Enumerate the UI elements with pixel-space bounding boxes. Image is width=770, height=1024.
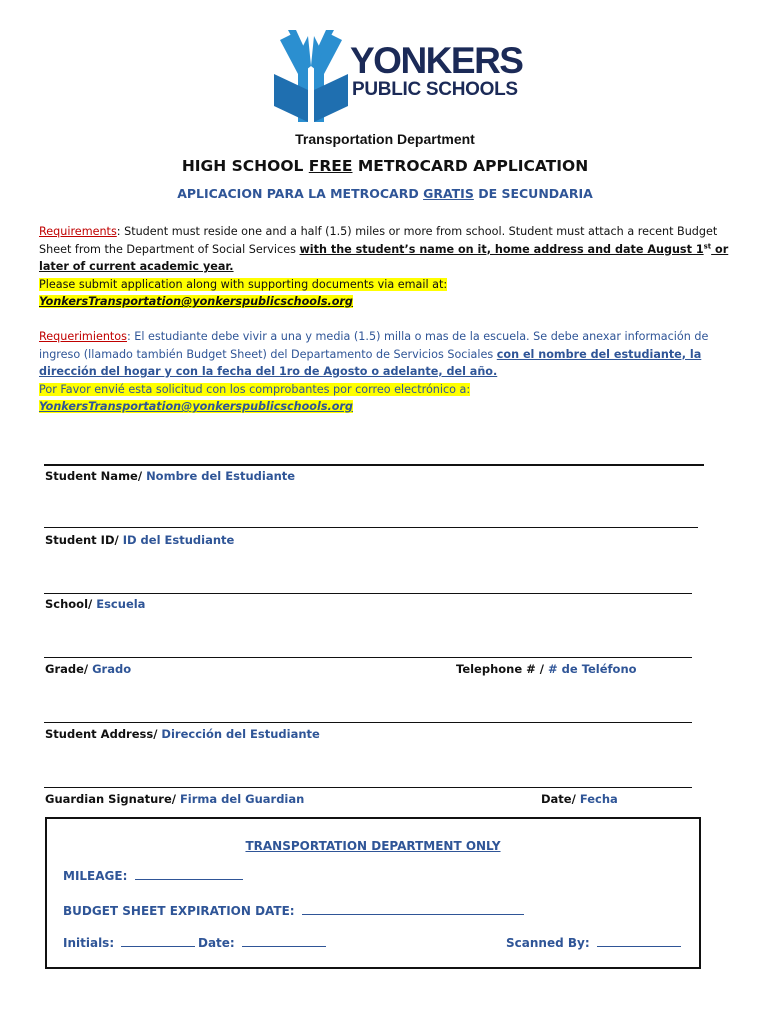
budget-expiration-field[interactable]: BUDGET SHEET EXPIRATION DATE: [63, 902, 524, 918]
requirements-english: Requirements: Student must reside one and a half (1.5) miles or more from school. Student must attach a recent Budget Sheet from the Department of Social Services with the student’s name on it, home address and date August 1st or later of current academic year. Please submit application along with supporting documents via email at: YonkersTransportation@yonkerspublicschools.org [39, 225, 729, 308]
requirements-label: Requirements [39, 225, 117, 238]
scanned-by-field[interactable]: Scanned By: [506, 934, 681, 950]
office-box-title: TRANSPORTATION DEPARTMENT ONLY [245, 839, 501, 853]
grade-label: Grade/ Grado [45, 662, 132, 676]
date-label: Date/ Fecha [541, 792, 618, 806]
guardian-signature-line[interactable] [44, 787, 692, 788]
submit-instructions-en: Please submit application along with supporting documents via email at: [39, 277, 448, 291]
email-link-en[interactable]: YonkersTransportation@yonkerspublicschools.org [39, 295, 353, 308]
mileage-field[interactable]: MILEAGE: [63, 867, 243, 883]
telephone-label: Telephone # / # de Teléfono [456, 662, 637, 676]
student-address-label: Student Address/ Dirección del Estudiante [45, 727, 320, 741]
requerimientos-label: Requerimientos [39, 330, 127, 343]
student-name-label: Student Name/ Nombre del Estudiante [45, 469, 296, 483]
student-address-line[interactable] [44, 722, 692, 723]
logo-subtitle: PUBLIC SCHOOLS [352, 79, 518, 100]
logo-wordmark: YONKERS [350, 40, 523, 81]
department-heading: Transportation Department [295, 131, 475, 147]
transportation-only-box [45, 817, 701, 969]
subtitle-gratis: GRATIS [423, 186, 474, 201]
school-label: School/ Escuela [45, 597, 146, 611]
school-line[interactable] [44, 593, 692, 594]
email-link-es[interactable]: YonkersTransportation@yonkerspublicschools.org [39, 400, 353, 413]
office-date-field[interactable]: Date: [198, 934, 326, 950]
page-title: HIGH SCHOOL FREE METROCARD APPLICATION [181, 157, 589, 175]
student-id-line[interactable] [44, 527, 698, 528]
initials-field[interactable]: Initials: [63, 934, 195, 950]
student-name-line[interactable] [44, 464, 704, 466]
grade-telephone-line[interactable] [44, 657, 692, 658]
guardian-signature-label: Guardian Signature/ Firma del Guardian [45, 792, 305, 806]
page-subtitle: APLICACION PARA LA METROCARD GRATIS DE SECUNDARIA [177, 186, 593, 201]
submit-instructions-es: Por Favor envié esta solicitud con los comprobantes por correo electrónico a: [39, 382, 471, 396]
requirements-spanish: Requerimientos: El estudiante debe vivir a una y media (1.5) milla o mas de la escuela. Se debe anexar información de ingreso (llamado también Budget Sheet) del Departamento de Servicios Sociales con el nombre del estudiante, la dirección del hogar y con la fecha del 1ro de Agosto o adelante, del año. Por Favor envié esta solicitud con los comprobantes por correo electrónico a: YonkersTransportation@yonkerspublicschools.org [39, 330, 709, 413]
student-id-label: Student ID/ ID del Estudiante [45, 533, 235, 547]
title-free: FREE [308, 157, 353, 175]
